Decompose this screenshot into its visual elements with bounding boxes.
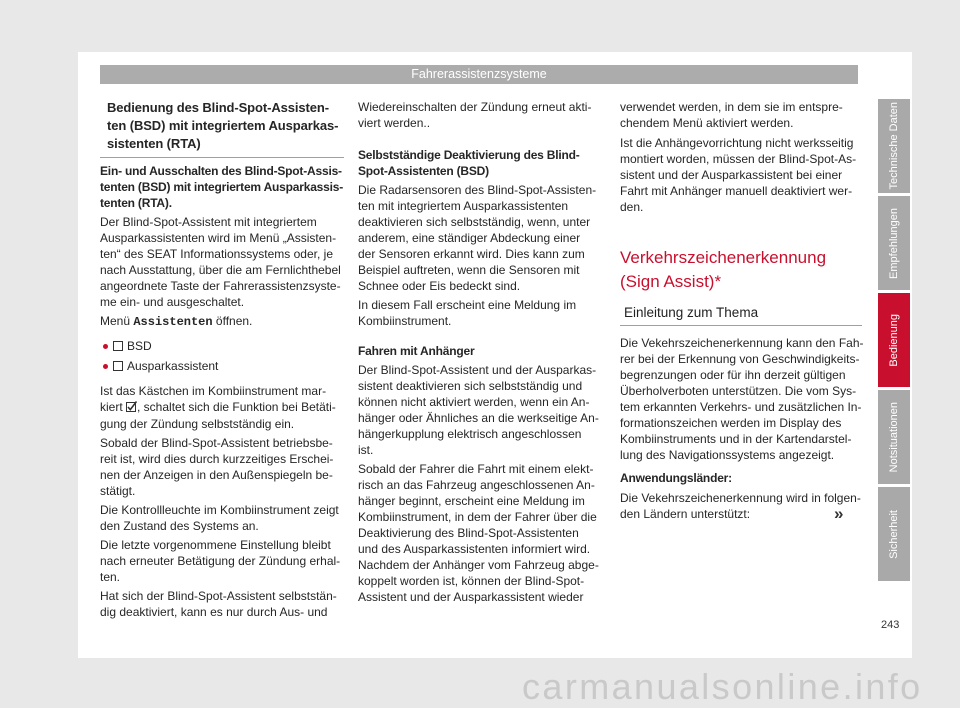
paragraph-ready: Sobald der Blind-Spot-Assistent betriebsbe- reit ist, wird dies durch kurzzeitiges Erschei- nen der Anzeigen in den Außenspiegeln be- stätigt. — [100, 436, 334, 498]
paragraph-driving: Sobald der Fahrer die Fahrt mit einem elekt- risch an das Fahrzeug angeschlossenen An- hänger beginnt, erscheint eine Meldung im Kombiinstrument, in dem der Fahrer über die Deaktivierung des Blind-Spot-Assistenten und des Ausparkassistenten informiert wird. Nachdem der Anhänger vom Fahrzeug abge- koppelt worden ist, können der Blind-Spot- Assistent und der Ausparkassistent wieder — [358, 462, 599, 604]
page-number: 243 — [881, 619, 900, 631]
column-3 — [620, 99, 862, 522]
section-header-bar — [100, 65, 858, 84]
option-label: Ausparkassistent — [127, 359, 219, 373]
paragraph-message: In diesem Fall erscheint eine Meldung im Kombiinstrument. — [358, 298, 577, 328]
tab-sicherheit — [878, 487, 910, 581]
option-parking-assistant — [100, 358, 344, 374]
tab-label: Sicherheit — [888, 509, 900, 559]
paragraph-deactivated: Hat sich der Blind-Spot-Assistent selbststän- dig deaktiviert, kann es nur durch Aus- und — [100, 589, 337, 619]
section-heading: Verkehrszeichenerkennung (Sign Assist)* — [620, 248, 827, 291]
menu-name: Assistenten — [133, 315, 213, 329]
menu-instruction — [100, 313, 344, 330]
sub-heading: Einleitung zum Thema — [620, 303, 862, 326]
option-bsd — [100, 338, 344, 354]
continue-marker: » — [834, 504, 844, 523]
bullet-icon — [103, 344, 108, 349]
subsection-heading-countries: Anwendungsländer: — [620, 471, 732, 485]
bullet-icon — [103, 364, 108, 369]
paragraph-countries: Die Vekehrszeichenerkennung wird in folgen- den Ländern unterstützt: — [620, 491, 861, 521]
tab-label: Technische Daten — [888, 102, 900, 190]
tab-label: Bedienung — [888, 313, 900, 367]
heading-divider — [100, 157, 344, 158]
tab-notsituationen — [878, 390, 910, 484]
checkbox-icon — [113, 341, 123, 351]
paragraph-checked-a: Ist das Kästchen im Kombiinstrument mar- kiert — [100, 384, 327, 414]
paragraph-radar: Die Radarsensoren des Blind-Spot-Assisten- ten mit integriertem Ausparkassistenten deaktivieren sich selbstständig, wenn, unter anderem, eine ständiger Abdeckung einer der Sensoren erkannt wird. Dies kann zum Beispiel auftreten, wenn die Sensoren mit Schnee oder Eis bedeckt sind. — [358, 183, 597, 293]
tab-bedienung — [878, 293, 910, 387]
topic-heading: Bedienung des Blind-Spot-Assisten- ten (BSD) mit integriertem Ausparkas- sistenten (RTA) — [107, 100, 339, 151]
paragraph-reactivate: Wiedereinschalten der Zündung erneut akti- viert werden.. — [358, 100, 592, 130]
tab-technische-daten — [878, 99, 910, 193]
intro-bold-paragraph: Ein- und Ausschalten des Blind-Spot-Assis- tenten (BSD) mit integriertem Ausparkassis- tenten (RTA). — [100, 164, 344, 210]
paragraph-manual: Ist die Anhängevorrichtung nicht werksseitig montiert worden, müssen der Blind-Spot-As- sistent und der Ausparkassistent bei einer Fahrt mit Anhänger manuell deaktiviert wer- den. — [620, 136, 857, 214]
paragraph-continue: verwendet werden, in dem sie im entspre- chendem Menü aktiviert werden. — [620, 100, 843, 130]
tab-label: Empfehlungen — [888, 207, 900, 279]
paragraph-last-setting: Die letzte vorgenommene Einstellung bleibt nach erneuter Betätigung der Zündung erhal- ten. — [100, 538, 341, 584]
column-2 — [358, 99, 604, 605]
paragraph-switch: Der Blind-Spot-Assistent mit integriertem Ausparkassistenten wird im Menü „Assisten- ten“ des SEAT Informationssystems oder, je nach Ausstattung, über die am Fernlichthebel angeordnete Taste der Fahrerassistenzsyste- me ein- und ausgeschaltet. — [100, 215, 341, 309]
tab-label: Notsituationen — [888, 401, 900, 473]
paragraph-trailer: Der Blind-Spot-Assistent und der Ausparkas- sistent deaktivieren sich selbstständig und können nicht aktiviert werden, wenn ein An- hänger oder Ähnliches an die werkseitige An- hängerkupplung elektrisch angeschlossen ist. — [358, 363, 599, 457]
checkbox-checked-icon — [126, 400, 137, 416]
paragraph-lamp: Die Kontrollleuchte im Kombiinstrument zeigt den Zustand des Systems an. — [100, 503, 339, 533]
checkbox-icon — [113, 361, 123, 371]
paragraph-intro: Die Vekehrszeichenerkennung kann den Fah- rer bei der Erkennung von Geschwindigkeits- begrenzungen oder für ihn derzeit gültigen Überholverboten unterstützen. Die vom Sys- tem erkannten Verkehrs- und zusätzlichen In- formationszeichen werden im Display des Kombiinstruments und in der Kartendarstel- lung des Navigationssystems angezeigt. — [620, 336, 864, 462]
menu-prefix: Menü — [100, 314, 134, 328]
option-label: BSD — [127, 339, 152, 353]
section-title: Fahrerassistenzsysteme — [411, 67, 547, 81]
subsection-heading-auto-off: Selbstständige Deaktivierung des Blind- Spot-Assistenten (BSD) — [358, 148, 580, 178]
paragraph-checked-b: , schaltet sich die Funktion bei Betäti- gung der Zündung selbstständig ein. — [100, 400, 336, 431]
tab-empfehlungen — [878, 196, 910, 290]
menu-suffix: öffnen. — [212, 314, 253, 328]
paragraph-checked — [100, 383, 344, 432]
watermark: carmanualsonline.info — [522, 666, 923, 707]
column-1 — [100, 99, 344, 620]
subsection-heading-trailer: Fahren mit Anhänger — [358, 344, 475, 358]
